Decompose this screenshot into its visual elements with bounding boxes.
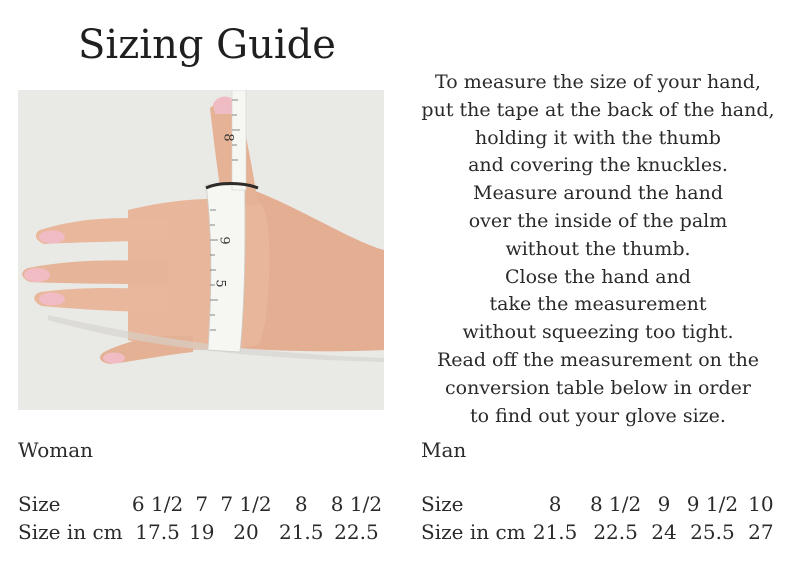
cm-cell: 25.5: [690, 520, 735, 544]
tape-number-5: 5: [212, 279, 228, 288]
cm-cell: 24: [651, 520, 677, 544]
measuring-instructions: [402, 69, 794, 430]
cm-cell: 17.5: [135, 520, 180, 544]
size-cell: 6 1/2: [131, 492, 184, 516]
cm-cell: 22.5: [593, 520, 638, 544]
size-label: Size: [18, 492, 61, 516]
size-cell: 9 1/2: [686, 492, 739, 516]
cm-cell: 20: [233, 520, 259, 544]
instruction-line: conversion table below in order: [445, 376, 751, 399]
instruction-line: to find out your glove size.: [470, 404, 726, 427]
size-cell: 8 1/2: [330, 492, 383, 516]
instruction-line: Close the hand and: [505, 265, 691, 288]
size-cell: 8: [548, 492, 562, 516]
size-in-cm-label: Size in cm: [421, 520, 526, 544]
table-row: [421, 518, 777, 546]
table-row: [18, 518, 386, 546]
size-label: Size: [421, 492, 464, 516]
size-in-cm-label: Size in cm: [18, 520, 123, 544]
instruction-line: Read off the measurement on the: [436, 348, 760, 371]
instruction-line: put the tape at the back of the hand,: [421, 98, 775, 121]
cm-cell: 21.5: [278, 520, 324, 544]
tape-number-8: 8: [220, 133, 236, 142]
size-cell: 7: [195, 492, 209, 516]
table-row: [18, 490, 386, 518]
man-section-label: Man: [421, 438, 467, 462]
page-title: Sizing Guide: [78, 22, 336, 68]
instruction-line: and covering the knuckles.: [468, 154, 728, 177]
table-row: [421, 490, 777, 518]
cm-cell: 27: [748, 520, 774, 544]
size-cell: 8 1/2: [589, 492, 642, 516]
size-cell: 10: [748, 492, 774, 516]
size-cell: 9: [657, 492, 671, 516]
instruction-line: Measure around the hand: [472, 182, 724, 205]
tape-number-9: 9: [216, 236, 232, 245]
cm-cell: 22.5: [334, 520, 379, 544]
instruction-line: over the inside of the palm: [468, 209, 728, 232]
instruction-line: without the thumb.: [505, 237, 691, 260]
man-size-table: [421, 490, 777, 546]
instruction-line: take the measurement: [489, 293, 707, 316]
cm-cell: 19: [189, 520, 215, 544]
woman-size-table: [18, 490, 386, 546]
instruction-line: holding it with the thumb: [475, 126, 721, 149]
cm-cell: 21.5: [532, 520, 578, 544]
size-cell: 7 1/2: [220, 492, 272, 516]
size-cell: 8: [294, 492, 308, 516]
woman-section-label: Woman: [18, 438, 94, 462]
instruction-line: To measure the size of your hand,: [435, 71, 761, 93]
hand-measurement-photo: [18, 90, 384, 410]
instruction-line: without squeezing too tight.: [462, 321, 734, 344]
